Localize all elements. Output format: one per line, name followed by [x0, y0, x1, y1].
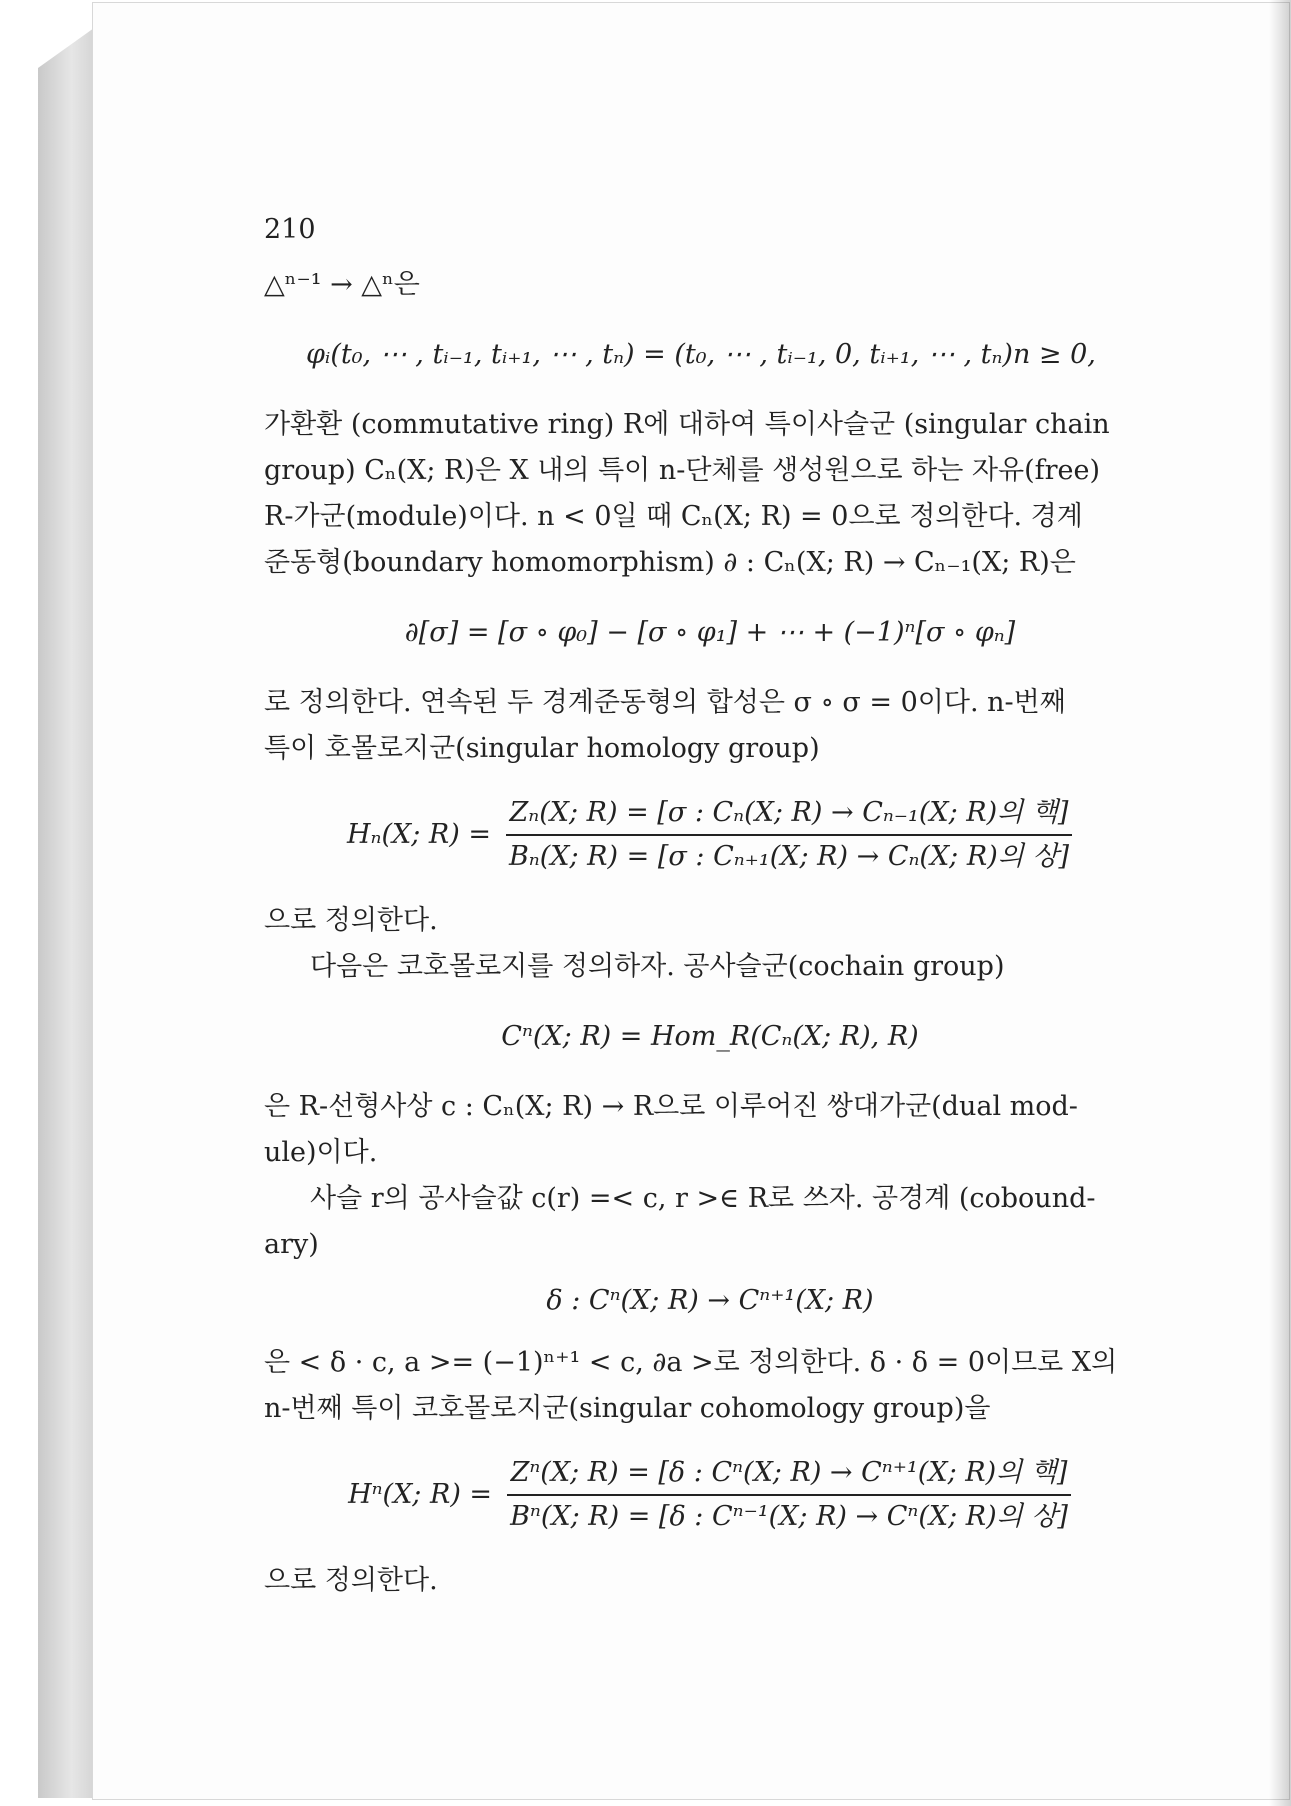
text-line: 특이 호몰로지군(singular homology group) — [264, 733, 820, 764]
text-line: ary) — [264, 1229, 319, 1260]
fraction — [505, 794, 1073, 876]
fraction — [506, 1454, 1072, 1536]
text-line: 준동형(boundary homomorphism) ∂ : Cₙ(X; R) → Cₙ₋₁(X; R)은 — [264, 547, 1076, 578]
text-line: 사슬 r의 공사슬값 c(r) =< c, r >∈ R로 쓰자. 공경계 (cobound- — [310, 1183, 1096, 1214]
text-line: 으로 정의한다. — [264, 905, 438, 936]
text-line: 가환환 (commutative ring) R에 대하여 특이사슬군 (singular chain — [264, 409, 1110, 440]
page-number: 210 — [264, 214, 316, 245]
text-line: 로 정의한다. 연속된 두 경계준동형의 합성은 σ ∘ σ = 0이다. n-번째 — [264, 687, 1066, 718]
text-line: △ⁿ⁻¹ → △ⁿ은 — [264, 269, 420, 300]
fraction-numerator: Zⁿ(X; R) = [δ : Cⁿ(X; R) → Cⁿ⁺¹(X; R)의 핵] — [507, 1454, 1072, 1496]
text-line: R-가군(module)이다. n < 0일 때 Cₙ(X; R) = 0으로 정의한다. 경계 — [264, 501, 1083, 532]
fraction-denominator: Bₙ(X; R) = [σ : Cₙ₊₁(X; R) → Cₙ(X; R)의 상] — [508, 841, 1070, 872]
book-edge — [38, 28, 94, 1798]
text-line: 다음은 코호몰로지를 정의하자. 공사슬군(cochain group) — [310, 951, 1005, 982]
text-line: 으로 정의한다. — [264, 1565, 438, 1596]
text-line: group) Cₙ(X; R)은 X 내의 특이 n-단체를 생성원으로 하는 자유(free) — [264, 455, 1101, 486]
text-line: 은 R-선형사상 c : Cₙ(X; R) → R으로 이루어진 쌍대가군(dual mod- — [264, 1091, 1078, 1122]
equation-coboundary: δ : Cⁿ(X; R) → Cⁿ⁺¹(X; R) — [546, 1285, 874, 1316]
equation-homology — [264, 794, 1156, 876]
equation-lhs: Hₙ(X; R) = — [346, 819, 491, 850]
text-line: 은 < δ · c, a >= (−1)ⁿ⁺¹ < c, ∂a >로 정의한다. δ · δ = 0이므로 X의 — [264, 1347, 1118, 1378]
equation-boundary: ∂[σ] = [σ ∘ φ₀] − [σ ∘ φ₁] + ⋯ + (−1)ⁿ[σ ∘ φₙ] — [404, 617, 1016, 648]
page-content — [264, 262, 1156, 1604]
text-line: n-번째 특이 코호몰로지군(singular cohomology group)을 — [264, 1393, 991, 1424]
equation-face-map: φᵢ(t₀, ⋯ , tᵢ₋₁, tᵢ₊₁, ⋯ , tₙ) = (t₀, ⋯ , tᵢ₋₁, 0, tᵢ₊₁, ⋯ , tₙ)n ≥ 0, — [306, 339, 1096, 370]
equation-lhs: Hⁿ(X; R) = — [348, 1479, 493, 1510]
text-line: ule)이다. — [264, 1137, 378, 1168]
equation-cochain: Cⁿ(X; R) = Hom_R(Cₙ(X; R), R) — [501, 1021, 919, 1052]
page-shadow — [1269, 0, 1291, 1806]
fraction-numerator: Zₙ(X; R) = [σ : Cₙ(X; R) → Cₙ₋₁(X; R)의 핵] — [506, 794, 1073, 836]
equation-cohomology — [264, 1454, 1156, 1536]
fraction-denominator: Bⁿ(X; R) = [δ : Cⁿ⁻¹(X; R) → Cⁿ(X; R)의 상] — [510, 1501, 1068, 1532]
